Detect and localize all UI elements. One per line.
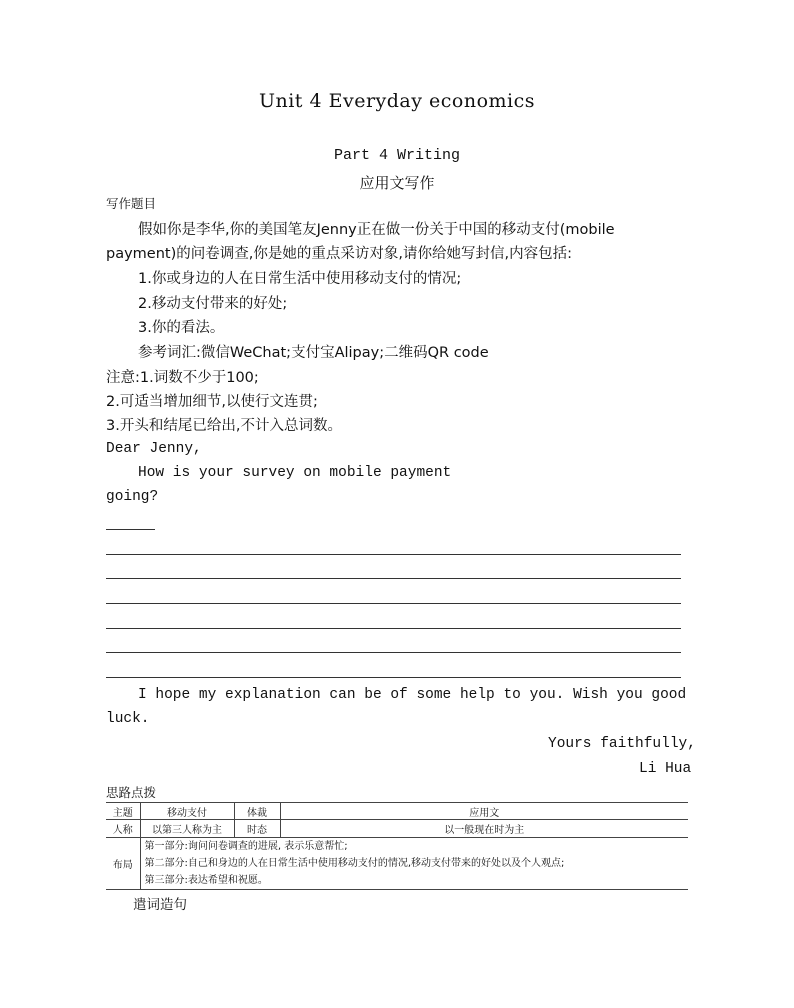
word-and-sentence-label: 遣词造句	[133, 897, 187, 913]
layout-part-2: 第二部分:自己和身边的人在日常生活中使用移动支付的情况,移动支付带来的好处以及个人观点;	[144, 858, 565, 869]
letter-closing-line-2: luck.	[106, 711, 150, 727]
task-label: 写作题目	[106, 196, 157, 211]
prompt-line-1: 假如你是李华,你的美国笔友Jenny正在做一份关于中国的移动支付(mobile	[138, 222, 615, 238]
plan-row-layout	[106, 838, 688, 890]
answer-line	[106, 652, 681, 653]
letter-signoff: Yours faithfully,	[548, 736, 696, 752]
plan-row-person	[106, 820, 688, 838]
content-point-3: 3.你的看法。	[138, 320, 225, 336]
plan-key-person: 人称	[106, 820, 140, 838]
answer-line	[106, 677, 681, 678]
plan-value-layout	[140, 838, 688, 890]
plan-value-genre: 应用文	[280, 803, 688, 820]
plan-value-tense: 以一般现在时为主	[280, 820, 688, 838]
plan-row-topic	[106, 803, 688, 820]
letter-opening-line-1: How is your survey on mobile payment	[138, 465, 452, 481]
layout-part-1: 第一部分:询问问卷调查的进展, 表示乐意帮忙;	[144, 841, 348, 852]
letter-signature: Li Hua	[639, 761, 692, 777]
plan-value-topic: 移动支付	[140, 803, 234, 820]
note-3: 3.开头和结尾已给出,不计入总词数。	[106, 418, 342, 434]
plan-key-topic: 主题	[106, 803, 140, 820]
plan-table	[106, 802, 688, 890]
note-1: 注意:1.词数不少于100;	[106, 370, 259, 386]
plan-key-tense: 时态	[234, 820, 280, 838]
layout-part-3: 第三部分:表达希望和祝愿。	[144, 875, 268, 886]
prompt-line-2: payment)的问卷调查,你是她的重点采访对象,请你给她写封信,内容包括:	[106, 246, 572, 262]
plan-label: 思路点拨	[106, 785, 157, 800]
answer-line	[106, 578, 681, 579]
part-title: Part 4 Writing	[333, 147, 461, 164]
answer-line	[106, 603, 681, 604]
unit-title: Unit 4 Everyday economics	[258, 90, 536, 112]
content-point-2: 2.移动支付带来的好处;	[138, 296, 288, 312]
letter-opening-line-2: going?	[106, 489, 159, 505]
plan-value-person: 以第三人称为主	[140, 820, 234, 838]
plan-key-layout: 布局	[106, 838, 140, 890]
letter-greeting: Dear Jenny,	[106, 441, 202, 457]
reference-vocabulary: 参考词汇:微信WeChat;支付宝Alipay;二维码QR code	[138, 345, 489, 361]
answer-short-line	[106, 529, 155, 530]
answer-line	[106, 628, 681, 629]
letter-closing-line-1: I hope my explanation can be of some help to you. Wish you good	[138, 687, 687, 703]
note-2: 2.可适当增加细节,以使行文连贯;	[106, 394, 318, 410]
plan-key-genre: 体裁	[234, 803, 280, 820]
content-point-1: 1.你或身边的人在日常生活中使用移动支付的情况;	[138, 271, 462, 287]
answer-line	[106, 554, 681, 555]
section-subtitle: 应用文写作	[359, 174, 435, 192]
